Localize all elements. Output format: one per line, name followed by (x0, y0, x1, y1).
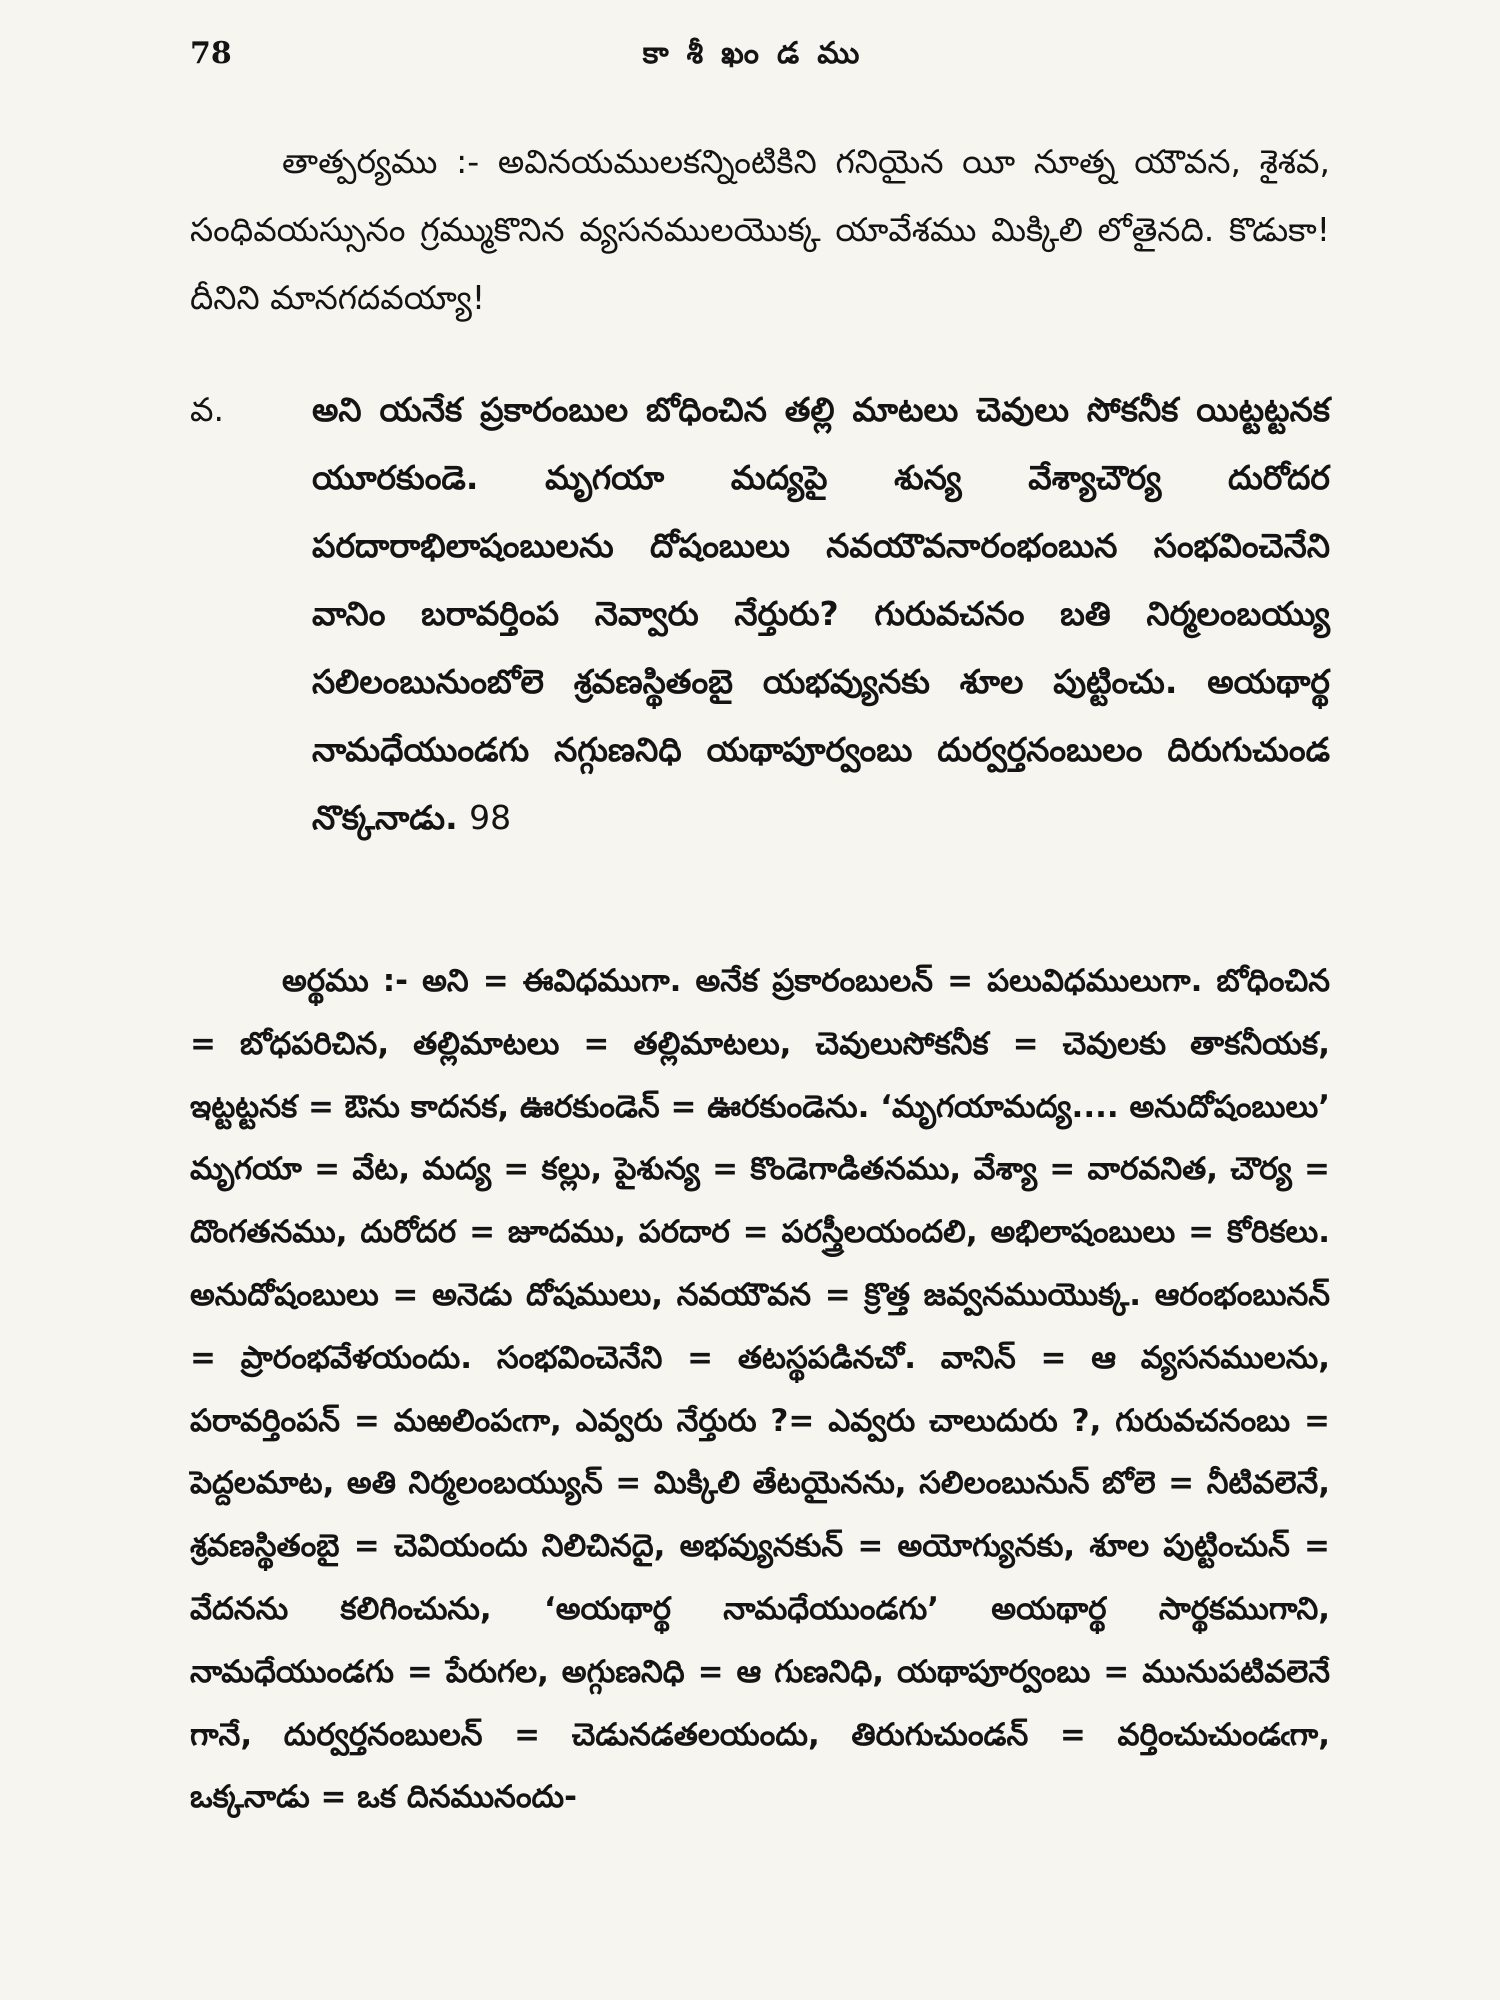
verse-number: 98 (469, 798, 512, 837)
verse-paragraph (312, 376, 1330, 852)
commentary-paragraph: తాత్పర్యము :- అవినయములకన్నింటికిని గనియైన యీ నూత్న యౌవన, శైశవ, సంధివయస్సునం గ్రమ్ముకొనిన వ్యసనములయొక్క యావేశము మిక్కిలి లోతైనది. కొడుకా! దీనిని మానగదవయ్యా! (190, 142, 1330, 317)
word-meaning-paragraph: అర్థము :- అని = ఈవిధముగా. అనేక ప్రకారంబులన్ = పలువిధములుగా. బోధించిన = బోధపరిచిన, తల్లిమాటలు = తల్లిమాటలు, చెవులుసోకనీక = చెవులకు తాకనీయక, ఇట్టట్టనక = ఔను కాదనక, ఊరకుండెన్ = ఊరకుండెను. ‘మృగయామద్య.... అనుదోషంబులు’ మృగయా = వేట, మద్య = కల్లు, పైశున్య = కొండెగాడితనము, వేశ్యా = వారవనిత, చౌర్య = దొంగతనము, దురోదర = జూదము, పరదార = పరస్త్రీలయందలి, అభిలాషంబులు = కోరికలు. అనుదోషంబులు = అనెడు దోషములు, నవయౌవన = క్రొత్త జవ్వనముయొక్క. ఆరంభంబునన్ = ప్రారంభవేళయందు. సంభవించెనేని = తటస్థపడినచో. వానిన్ = ఆ వ్యసనములను, పరావర్తింపన్ = మఱలింపఁగా, ఎవ్వరు నేర్తురు ?= ఎవ్వరు చాలుదురు ?, గురువచనంబు = పెద్దలమాట, అతి నిర్మలంబయ్యున్ = మిక్కిలి తేటయైనను, సలిలంబునున్ బోలె = నీటివలెనే, శ్రవణస్థితంబై = చెవియందు నిలిచినదై, అభవ్యునకున్ = అయోగ్యునకు, శూల పుట్టించున్ = వేదనను కలిగించును, ‘అయథార్థ నామధేయుండగు’ అయథార్థ సార్థకముగాని, నామధేయుండగు = పేరుగల, అగ్గుణనిధి = ఆ గుణనిధి, యథాపూర్వంబు = మునుపటివలెనే గానే, దుర్వర్తనంబులన్ = చెడునడతలయందు, తిరుగుచుండన్ = వర్తించుచుండఁగా, ఒక్కనాడు = ఒక దినమునందు- (190, 963, 1330, 1816)
page-header (190, 22, 1330, 82)
verse-marker: వ. (190, 390, 224, 429)
page-number: 78 (190, 36, 232, 71)
verse-text: అని యనేక ప్రకారంబుల బోధించిన తల్లి మాటలు చెవులు సోకనీక యిట్టట్టనక యూరకుండె. మృగయా మద్యపై శున్య వేశ్యాచౌర్య దురోదర పరదారాభిలాషంబులను దోషంబులు నవయౌవనారంభంబున సంభవించెనేని వానిం బరావర్తింప నెవ్వారు నేర్తురు? గురువచనం బతి నిర్మలంబయ్యు సలిలంబునుంబోలె శ్రవణస్థితంబై యభవ్యునకు శూల పుట్టించు. అయథార్థ నామధేయుండగు నగ్గుణనిధి యథాపూర్వంబు దుర్వర్తనంబులం దిరుగుచుండ నొక్కనాడు. (312, 390, 1330, 837)
running-title: కాశీఖండము (642, 36, 878, 71)
